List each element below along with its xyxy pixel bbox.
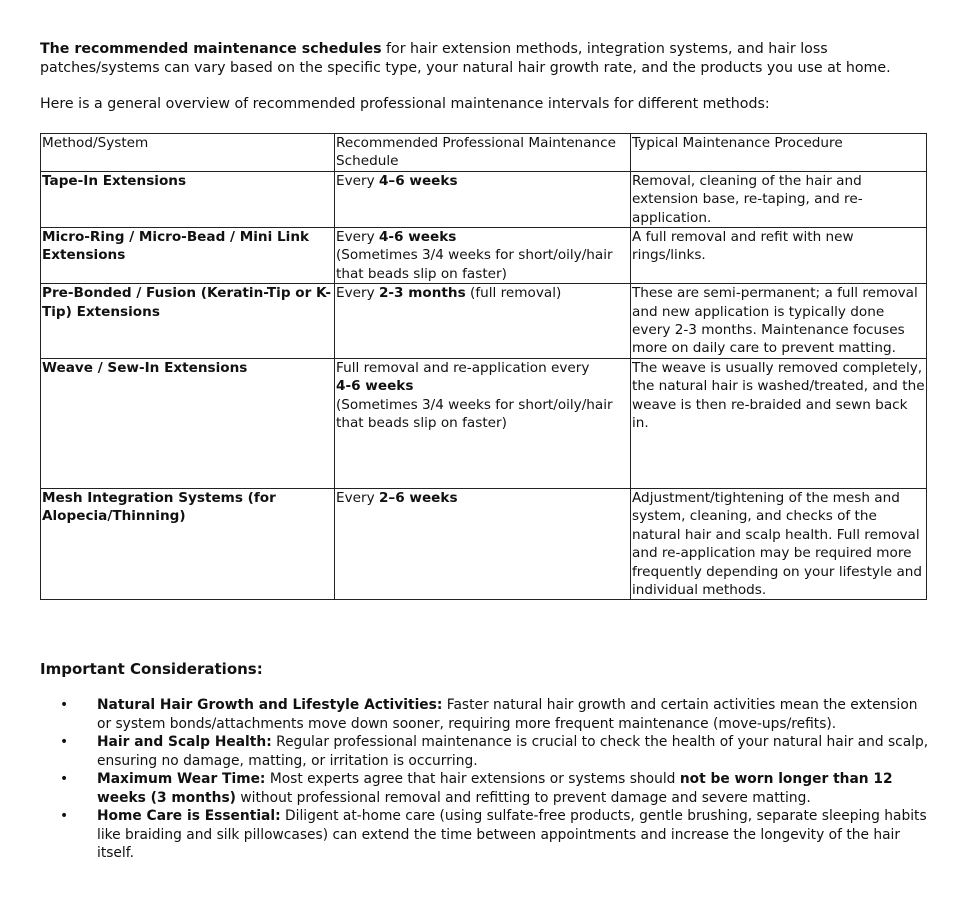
- header-method: Method/System: [41, 134, 335, 172]
- schedule-interval: 2–6 weeks: [378, 489, 458, 506]
- overview-paragraph: Here is a general overview of recommended professional maintenance intervals for different methods:: [40, 96, 770, 112]
- schedule-note: (Sometimes 3/4 weeks for short/oily/hair that beads slip on faster): [336, 247, 613, 282]
- item-text: Most experts agree that hair extensions or systems should: [265, 771, 680, 787]
- item-text: Regular professional maintenance is crucial to check the health of your natural hair and scalp, ensuring no damage, matting, or irritation is occurring.: [97, 734, 929, 769]
- method-cell: Weave / Sew-In Extensions: [41, 358, 335, 488]
- bullet-icon: •: [60, 771, 69, 787]
- list-item: [40, 696, 930, 733]
- schedule-cell: [335, 171, 631, 227]
- item-text-continued: without professional removal and refitting to prevent damage and severe matting.: [235, 789, 811, 806]
- considerations-list: [40, 696, 930, 863]
- maintenance-table: [40, 133, 927, 600]
- table-row: [41, 284, 927, 359]
- schedule-prefix: Full removal and re-application every: [336, 359, 590, 376]
- procedure-cell: These are semi-permanent; a full removal and new application is typically done every 2-3 months. Maintenance focuses more on daily care to prevent matting.: [631, 284, 927, 359]
- item-text: Faster natural hair growth and certain activities mean the extension or system bonds/attachments move down sooner, requiring more frequent maintenance (move-ups/refits).: [97, 697, 918, 732]
- considerations-heading: Important Considerations:: [40, 660, 263, 678]
- schedule-cell: [335, 358, 631, 488]
- table-row: [41, 488, 927, 599]
- schedule-cell: [335, 488, 631, 599]
- procedure-cell: The weave is usually removed completely, the natural hair is washed/treated, and the weave is then re-braided and sewn back in.: [631, 358, 927, 488]
- procedure-cell: A full removal and refit with new rings/links.: [631, 228, 927, 284]
- table-row: [41, 358, 927, 488]
- schedule-cell: [335, 228, 631, 284]
- list-item: [40, 807, 930, 863]
- bullet-icon: •: [60, 697, 69, 713]
- item-title: Home Care is Essential:: [97, 808, 281, 824]
- schedule-note: (full removal): [465, 285, 562, 302]
- schedule-interval: 4–6 weeks: [378, 172, 458, 189]
- header-procedure: Typical Maintenance Procedure: [631, 134, 927, 172]
- intro-paragraph: [40, 40, 940, 78]
- list-item: [40, 733, 930, 770]
- method-cell: Pre-Bonded / Fusion (Keratin-Tip or K-Tip) Extensions: [41, 284, 335, 359]
- schedule-prefix: Every: [336, 172, 379, 189]
- bullet-icon: •: [60, 808, 69, 824]
- table-row: [41, 171, 927, 227]
- schedule-prefix: Every: [336, 285, 379, 302]
- schedule-prefix: Every: [336, 489, 379, 506]
- schedule-note: (Sometimes 3/4 weeks for short/oily/hair that beads slip on faster): [336, 396, 613, 432]
- item-emphasis: not be worn longer than 12 weeks (3 months): [97, 771, 893, 806]
- schedule-interval: 4-6 weeks: [378, 229, 457, 246]
- schedule-cell: [335, 284, 631, 359]
- list-item: [40, 770, 930, 807]
- schedule-prefix: Every: [336, 229, 379, 246]
- item-text: Diligent at-home care (using sulfate-free products, gentle brushing, separate sleeping habits like braiding and silk pillowcases) can extend the time between appointments and increase the longevity of the hair itself.: [97, 808, 927, 861]
- method-cell: Micro-Ring / Micro-Bead / Mini Link Extensions: [41, 228, 335, 284]
- intro-lead: The recommended maintenance schedules: [40, 41, 382, 57]
- table-row: [41, 228, 927, 284]
- procedure-cell: Adjustment/tightening of the mesh and system, cleaning, and checks of the natural hair and scalp health. Full removal and re-application may be required more frequently depending on your lifestyle and individual methods.: [631, 488, 927, 599]
- header-schedule: Recommended Professional Maintenance Schedule: [335, 134, 631, 172]
- schedule-interval: 4-6 weeks: [336, 378, 414, 395]
- item-title: Maximum Wear Time:: [97, 771, 266, 787]
- table-header-row: [41, 134, 927, 172]
- procedure-cell: Removal, cleaning of the hair and extension base, re-taping, and re-application.: [631, 171, 927, 227]
- method-cell: Tape-In Extensions: [41, 171, 335, 227]
- intro-text: for hair extension methods, integration systems, and hair loss patches/systems can vary based on the specific type, your natural hair growth rate, and the products you use at home.: [40, 41, 891, 76]
- item-title: Natural Hair Growth and Lifestyle Activities:: [97, 697, 443, 713]
- method-cell: Mesh Integration Systems (for Alopecia/Thinning): [41, 488, 335, 599]
- schedule-interval: 2-3 months: [378, 285, 466, 302]
- item-title: Hair and Scalp Health:: [97, 734, 272, 750]
- bullet-icon: •: [60, 734, 69, 750]
